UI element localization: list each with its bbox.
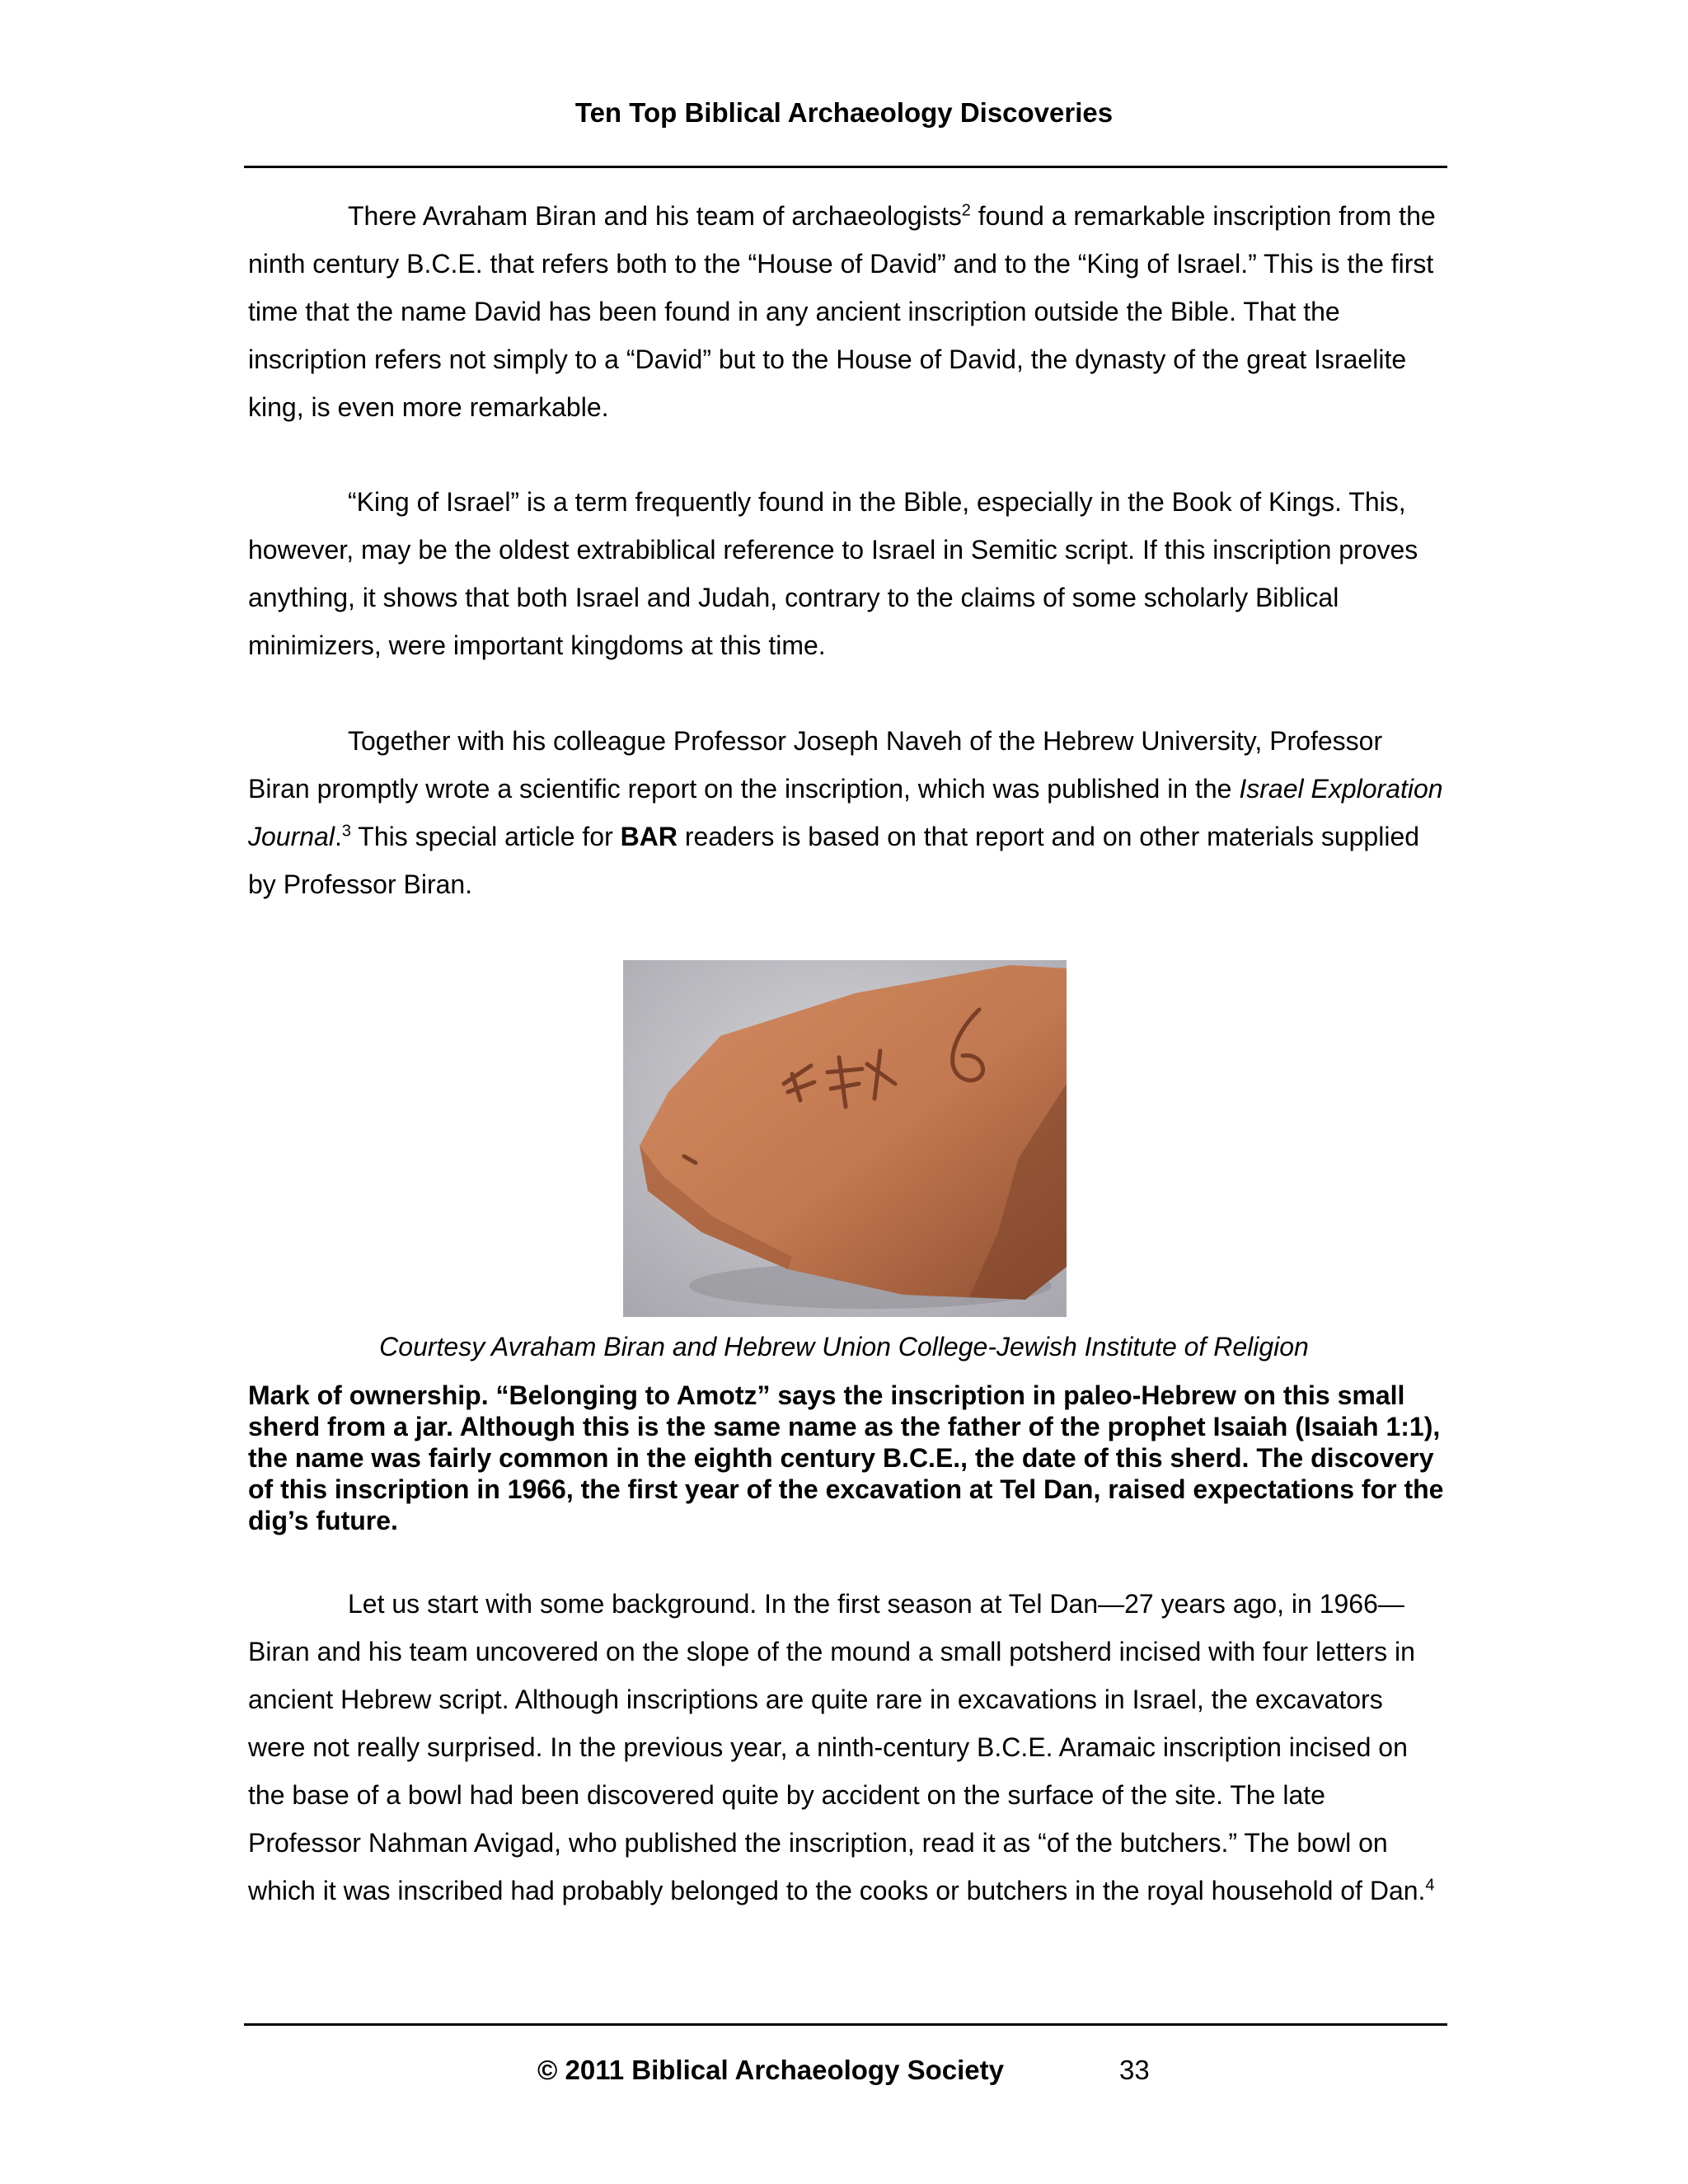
paragraph-text: . [334,822,342,851]
header-rule [244,166,1447,168]
paragraph-text: There Avraham Biran and his team of archaeologists [348,201,962,231]
footnote-ref-4[interactable]: 4 [1425,1876,1435,1895]
journal-title: Israel Exploration Journal [248,774,1443,851]
page-header-title: Ten Top Biblical Archaeology Discoveries [574,97,1114,128]
page-number: 33 [1119,2055,1150,2085]
photo-credit: Courtesy Avraham Biran and Hebrew Union College-Jewish Institute of Religion [379,1332,1309,1361]
footnote-ref-3[interactable]: 3 [341,822,351,841]
paragraph-2 [248,478,1445,669]
bar-abbreviation: BAR [620,822,678,851]
paragraph-text: “King of Israel” is a term frequently found in the Bible, especially in the Book of Kings. This, however, may be the oldest extrabiblical reference to Israel in Semitic script. If this inscription proves anything, it shows that both Israel and Judah, contrary to the claims of some scholarly Biblical minimizers, were important kingdoms at this time. [248,487,1418,660]
footnote-ref-2[interactable]: 2 [961,201,971,220]
paragraph-3 [248,717,1445,908]
copyright-notice: © 2011 Biblical Archaeology Society [537,2055,1004,2085]
paragraph-text: found a remarkable inscription from the ninth century B.C.E. that refers both to the “House of David” and to the “King of Israel.” This is the first time that the name David has been found in any ancient inscription outside the Bible. That the inscription refers not simply to a “David” but to the House of David, the dynasty of the great Israelite king, is even more remarkable. [248,201,1436,422]
paragraph-text: Let us start with some background. In the first season at Tel Dan—27 years ago, in 1966—Biran and his team uncovered on the slope of the mound a small potsherd incised with four letters in ancient Hebrew script. Although inscriptions are quite rare in excavations in Israel, the excavators were not really surprised. In the previous year, a ninth-century B.C.E. Aramaic inscription incised on the base of a bowl had been discovered quite by accident on the surface of the site. The late Professor Nahman Avigad, who published the inscription, read it as “of the butchers.” The bowl on which it was inscribed had probably belonged to the cooks or butchers in the royal household of Dan. [248,1589,1426,1905]
paragraph-text: Together with his colleague Professor Joseph Naveh of the Hebrew University, Professor Biran promptly wrote a scientific report on the inscription, which was published in the [248,726,1383,804]
paragraph-text: readers is based on that report and on other materials supplied by Professor Biran. [248,822,1420,899]
paragraph-4 [248,1580,1445,1915]
paragraph-1 [248,192,1445,431]
footer-rule [244,2023,1447,2026]
figure-caption: Mark of ownership. “Belonging to Amotz” says the inscription in paleo-Hebrew on this small sherd from a jar. Although this is the same name as the father of the prophet Isaiah (Isaiah 1:1), the name was fairly common in the eighth century B.C.E., the date of this sherd. The discovery of this inscription in 1966, the first year of the excavation at Tel Dan, raised expectations for the dig’s future. [248,1380,1444,1535]
paragraph-text: This special article for [350,822,621,851]
sherd-photo [623,960,1067,1317]
